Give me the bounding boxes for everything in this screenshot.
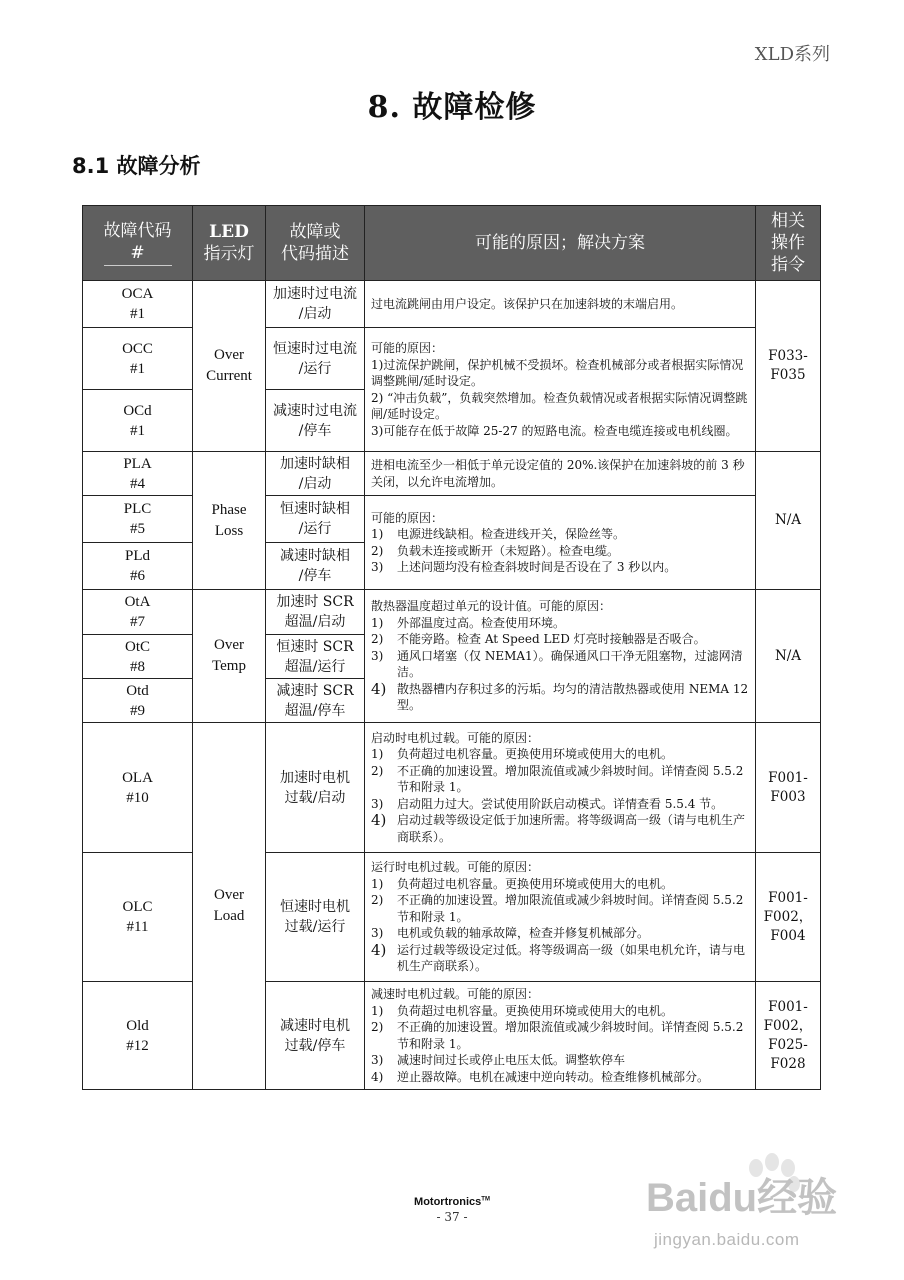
fault-code-occ xyxy=(83,328,193,390)
code-name: OCd xyxy=(123,402,152,419)
code-num: #8 xyxy=(130,658,145,675)
desc-line1: 恒速时过电流 xyxy=(273,340,357,357)
cause-item xyxy=(371,681,749,714)
led-line2: Temp xyxy=(212,658,246,674)
cause-text: 散热器槽内存积过多的污垢。均匀的清洁散热器或使用 NEMA 12 型。 xyxy=(397,681,749,713)
cmd-cell-ot: N/A xyxy=(756,590,821,723)
cause-num: 2) xyxy=(371,543,384,558)
cause-intro: 散热器温度超过单元的设计值。可能的原因： xyxy=(371,599,612,614)
code-num: #1 xyxy=(130,422,145,439)
header-desc-line1: 故障或 xyxy=(289,222,341,242)
header-led xyxy=(193,206,266,281)
fault-desc xyxy=(266,723,365,853)
desc-line2: /运行 xyxy=(298,360,332,377)
header-cmd-line3: 指令 xyxy=(771,255,805,275)
cause-num: 4) xyxy=(371,1069,384,1084)
fault-desc xyxy=(266,328,365,390)
code-num: #12 xyxy=(126,1037,149,1054)
cause-num: 1) xyxy=(371,747,384,762)
cause-text: 电源进线缺相。检查进线开关，保险丝等。 xyxy=(397,527,626,541)
code-num: #10 xyxy=(126,789,149,806)
cause-item xyxy=(371,1003,749,1020)
led-line2: Loss xyxy=(214,522,244,539)
header-code-text: 故障代码 xyxy=(103,221,172,241)
code-name: OCC xyxy=(122,340,153,357)
cause-item xyxy=(371,543,749,560)
cause-text: 启动过载等级设定低于加速所需。将等级调高一级（请与电机生产商联系）。 xyxy=(397,813,746,844)
cause-num: 1) xyxy=(371,615,384,630)
led-line2: Load xyxy=(213,908,245,924)
cause-item xyxy=(371,876,749,893)
desc-line2: /启动 xyxy=(298,475,332,492)
desc-line1: 加速时 SCR xyxy=(276,594,354,610)
desc-line2: 过载/运行 xyxy=(284,919,346,935)
cause-intro: 运行时电机过载。可能的原因： xyxy=(371,860,540,875)
header-cmd-line2: 操作 xyxy=(771,233,805,253)
code-num: #6 xyxy=(130,568,145,584)
table-row xyxy=(83,590,821,635)
fault-code-ota xyxy=(83,590,193,635)
fault-desc xyxy=(266,390,365,452)
code-name: PLC xyxy=(123,501,152,517)
cause-text: 运行过载等级设定过低。将等级调高一级（如果电机允许，请与电机生产商联系）。 xyxy=(397,942,746,974)
cause-cell-ot xyxy=(365,590,756,723)
cause-text: 电机或负载的轴承故障，检查并修复机械部分。 xyxy=(397,926,650,941)
fault-code-olc xyxy=(83,853,193,982)
cause-item xyxy=(371,746,749,763)
cmd-line3: F004 xyxy=(770,927,806,944)
cmd-line1: F001- xyxy=(768,998,808,1015)
code-name: PLd xyxy=(124,548,150,564)
fault-desc xyxy=(266,679,365,723)
cmd-cell-oc xyxy=(756,281,821,452)
cause-text: 外部温度过高。检查使用环境。 xyxy=(397,615,566,630)
cause-num: 3) xyxy=(371,796,384,811)
fault-code-plc xyxy=(83,496,193,543)
cause-item xyxy=(371,812,749,845)
cause-item xyxy=(371,942,749,975)
code-num: #4 xyxy=(130,475,145,492)
header-desc xyxy=(266,206,365,281)
table-row xyxy=(83,723,821,853)
cause-text: 负荷超过电机容量。更换使用环境或使用大的电机。 xyxy=(397,876,674,891)
desc-line1: 恒速时 SCR xyxy=(276,638,354,655)
fault-desc xyxy=(266,982,365,1090)
header-code-hash: # xyxy=(130,243,145,263)
cause-item xyxy=(371,892,749,925)
fault-desc xyxy=(266,281,365,328)
fault-code-pla xyxy=(83,452,193,496)
fault-code-ola xyxy=(83,723,193,853)
code-num: #9 xyxy=(130,702,145,719)
desc-line1: 减速时缺相 xyxy=(280,548,350,564)
fault-desc xyxy=(266,496,365,543)
header-desc-line2: 代码描述 xyxy=(281,244,349,264)
cause-cell-plc-pld xyxy=(365,496,756,590)
cause-text: 不正确的加速设置。增加限流值或减少斜坡时间。详情查阅 5.5.2 节和附录 1。 xyxy=(397,1020,744,1051)
desc-line1: 减速时电机 xyxy=(280,1017,350,1034)
cause-line: 2) “冲击负载”，负载突然增加。检查负载情况或者根据实际情况调整跳闸/延时设定。 xyxy=(371,390,748,421)
cause-item xyxy=(371,1019,749,1052)
led-line1: Over xyxy=(214,887,244,903)
table-row xyxy=(83,281,821,328)
led-over-load xyxy=(193,723,266,1090)
cmd-cell-pl: N/A xyxy=(756,452,821,590)
cause-intro: 可能的原因： xyxy=(371,510,444,525)
cause-intro: 可能的原因： xyxy=(371,341,444,355)
watermark-url: jingyan.baidu.com xyxy=(654,1230,800,1249)
cause-text: 不正确的加速设置。增加限流值或减少斜坡时间。详情查阅 5.5.2 节和附录 1。 xyxy=(397,893,744,924)
code-num: #5 xyxy=(130,521,145,537)
code-name: OCA xyxy=(121,286,154,302)
cause-cell-ola xyxy=(365,723,756,853)
section-title: 8.1 故障分析 xyxy=(72,154,201,178)
cause-cell-oca xyxy=(365,281,756,328)
cmd-line1: F001- xyxy=(768,889,808,906)
header-cmd-line1: 相关 xyxy=(771,211,805,231)
cause-item xyxy=(371,631,749,648)
cause-num: 4) xyxy=(371,679,387,698)
code-name: PLA xyxy=(123,455,152,472)
cause-num: 1) xyxy=(371,527,384,541)
cmd-line2: F035 xyxy=(770,367,806,383)
fault-code-ocd xyxy=(83,390,193,452)
cause-item xyxy=(371,925,749,942)
table-row xyxy=(83,452,821,496)
desc-line2: 超温/启动 xyxy=(284,614,346,630)
cmd-line3: F025- xyxy=(768,1036,808,1053)
page-number: - 37 - xyxy=(436,1210,468,1224)
fault-code-pld xyxy=(83,543,193,590)
footer-brand-text: Motortronics xyxy=(414,1196,482,1208)
desc-line1: 减速时过电流 xyxy=(273,402,357,419)
cause-text: 逆止器故障。电机在减速中逆向转动。检查维修机械部分。 xyxy=(397,1069,710,1084)
watermark-brand: Baidu经验 xyxy=(646,1176,838,1220)
cause-text: 过电流跳闸由用户设定。该保护只在加速斜坡的末端启用。 xyxy=(371,296,684,311)
desc-line1: 减速时 SCR xyxy=(276,682,354,699)
series-label: XLD系列 xyxy=(754,44,830,65)
cmd-line2: F003 xyxy=(770,788,806,805)
desc-line2: 过载/启动 xyxy=(284,789,346,806)
code-num: #11 xyxy=(126,919,149,935)
code-name: OtA xyxy=(124,594,151,610)
code-name: Old xyxy=(126,1017,149,1034)
cause-item xyxy=(371,559,749,576)
table-header-row xyxy=(83,206,821,281)
cause-line: 1)过流保护跳闸，保护机械不受损坏。检查机械部分或者根据实际情况调整跳闸/延时设定。 xyxy=(371,357,744,388)
header-cmd xyxy=(756,206,821,281)
cause-item xyxy=(371,763,749,796)
header-led-line1: LED xyxy=(209,222,249,242)
desc-line2: 超温/运行 xyxy=(284,658,346,675)
header-cause: 可能的原因；解决方案 xyxy=(365,206,756,281)
fault-code-otd xyxy=(83,679,193,723)
fault-desc xyxy=(266,543,365,590)
cause-item xyxy=(371,1069,749,1086)
cause-text: 不能旁路。检查 At Speed LED 灯亮时接触器是否吸合。 xyxy=(397,632,706,647)
desc-line1: 加速时缺相 xyxy=(280,455,350,472)
header-led-line2: 指示灯 xyxy=(203,244,255,264)
cmd-cell-old xyxy=(756,982,821,1090)
cause-line: 3)可能存在低于故障 25-27 的短路电流。检查电缆连接或电机线圈。 xyxy=(371,423,738,438)
cmd-line1: F001- xyxy=(768,769,808,786)
fault-desc xyxy=(266,590,365,635)
desc-line1: 加速时电机 xyxy=(280,769,350,786)
desc-line1: 恒速时缺相 xyxy=(280,501,350,517)
led-line1: Phase xyxy=(211,501,247,518)
desc-line1: 恒速时电机 xyxy=(280,899,350,915)
cause-num: 1) xyxy=(371,876,384,891)
cause-text: 进相电流至少一相低于单元设定值的 20%.该保护在加速斜坡的前 3 秒关闭，以允许电流增加。 xyxy=(371,458,745,489)
cmd-line4: F028 xyxy=(770,1055,806,1072)
cause-num: 2) xyxy=(371,893,384,908)
cause-text: 不正确的加速设置。增加限流值或减少斜坡时间。详情查阅 5.5.2 节和附录 1。 xyxy=(397,763,744,795)
cause-num: 3) xyxy=(371,560,384,574)
desc-line2: /停车 xyxy=(298,568,332,584)
cause-num: 3) xyxy=(371,648,384,663)
cause-cell-occ-ocd xyxy=(365,328,756,452)
led-over-temp xyxy=(193,590,266,723)
cause-num: 4) xyxy=(371,811,387,830)
code-num: #1 xyxy=(130,360,145,377)
cause-item xyxy=(371,615,749,632)
header-code xyxy=(83,206,193,281)
cause-cell-pla xyxy=(365,452,756,496)
cmd-cell-olc xyxy=(756,853,821,982)
fault-code-old xyxy=(83,982,193,1090)
cause-text: 负载未连接或断开（未短路）。检查电缆。 xyxy=(397,543,620,558)
cause-intro: 减速时电机过载。可能的原因： xyxy=(371,987,540,1001)
page-title: 8. 故障检修 xyxy=(367,90,537,125)
cause-item xyxy=(371,1052,749,1069)
code-num: #1 xyxy=(130,306,145,322)
cmd-line1: F033- xyxy=(768,348,808,364)
desc-line1: 加速时过电流 xyxy=(273,286,357,302)
cause-item xyxy=(371,796,749,813)
cause-cell-olc xyxy=(365,853,756,982)
cmd-cell-ola xyxy=(756,723,821,853)
cause-num: 2) xyxy=(371,763,384,778)
fault-table xyxy=(82,205,821,1090)
cause-num: 3) xyxy=(371,1053,384,1067)
desc-line2: /停车 xyxy=(298,422,332,439)
desc-line2: 超温/停车 xyxy=(284,702,346,719)
cause-item xyxy=(371,648,749,681)
cause-num: 3) xyxy=(371,926,384,941)
code-name: OLC xyxy=(122,899,153,915)
fault-desc xyxy=(266,853,365,982)
cause-num: 1) xyxy=(371,1003,384,1018)
header-code-line1 xyxy=(104,220,172,266)
code-name: OLA xyxy=(122,769,153,786)
fault-desc xyxy=(266,635,365,679)
cause-num: 2) xyxy=(371,632,384,647)
cause-num: 2) xyxy=(371,1020,384,1034)
cause-text: 减速时间过长或停止电压太低。调整软停车 xyxy=(397,1053,626,1067)
led-line1: Over xyxy=(214,347,244,363)
code-name: Otd xyxy=(126,682,149,699)
cmd-line2: F002， xyxy=(763,908,813,925)
cause-cell-old xyxy=(365,982,756,1090)
fault-code-oca xyxy=(83,281,193,328)
cmd-line2: F002， xyxy=(763,1017,813,1034)
led-over-current xyxy=(193,281,266,452)
code-name: OtC xyxy=(124,638,150,655)
cause-text: 启动阻力过大。尝试使用阶跃启动模式。详情查看 5.5.4 节。 xyxy=(397,796,724,811)
led-line2: Current xyxy=(206,368,252,384)
desc-line2: /运行 xyxy=(298,521,332,537)
cause-text: 上述问题均没有检查斜坡时间是否设在了 3 秒以内。 xyxy=(397,560,677,574)
fault-code-otc xyxy=(83,635,193,679)
code-num: #7 xyxy=(130,614,145,630)
cause-text: 负荷超过电机容量。更换使用环境或使用大的电机。 xyxy=(397,1003,674,1018)
desc-line2: 过载/停车 xyxy=(284,1037,346,1054)
cause-text: 负荷超过电机容量。更换使用环境或使用大的电机。 xyxy=(397,747,674,762)
led-line1: Over xyxy=(214,637,244,653)
cause-intro: 启动时电机过载。可能的原因： xyxy=(371,730,540,745)
desc-line2: /启动 xyxy=(298,306,332,322)
footer-tm: TM xyxy=(481,1196,490,1203)
cause-item xyxy=(371,526,749,543)
fault-desc xyxy=(266,452,365,496)
cause-text: 通风口堵塞（仅 NEMA1）。确保通风口干净无阻塞物，过滤网清洁。 xyxy=(397,648,743,680)
cause-num: 4) xyxy=(371,940,387,959)
led-phase-loss xyxy=(193,452,266,590)
